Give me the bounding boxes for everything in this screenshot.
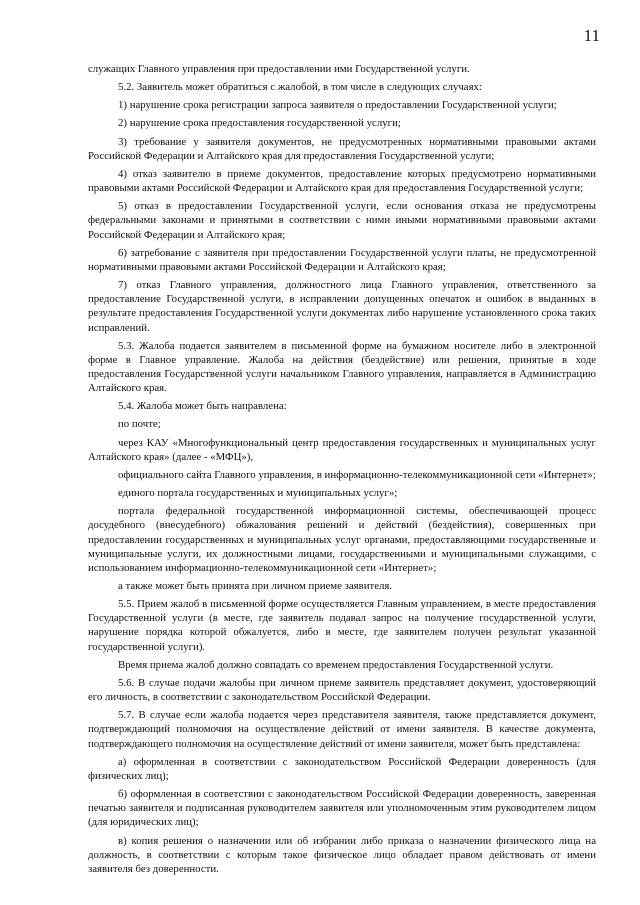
paragraph: 5.3. Жалоба подается заявителем в письменной форме на бумажном носителе либо в электронной форме в Главное управление. Жалоба на действия (бездействие) или решения, принятые в ходе предоставления Государственной услуги начальником Главного управления, направляется в Администрацию Алтайского края.: [88, 339, 596, 395]
paragraph: по почте;: [118, 418, 161, 431]
document-body: [88, 62, 596, 880]
paragraph: 7) отказ Главного управления, должностного лица Главного управления, ответственного за предоставление Государственной услуги, в исправлении допущенных опечаток и ошибок в выданных в результате предоставления Государственной услуги документах либо нарушение установленного срока таких исправлений.: [88, 279, 596, 334]
paragraph: б) оформленная в соответствии с законодательством Российской Федерации доверенность, заверенная печатью заявителя и подписанная руководителем заявителя или уполномоченным этим руководителем лицом (для юридических лиц);: [88, 788, 596, 829]
paragraph: служащих Главного управления при предоставлении ими Государственной услуги.: [88, 63, 470, 75]
paragraph: 5.2. Заявитель может обратиться с жалобой, в том числе в следующих случаях:: [118, 81, 482, 94]
paragraph: официального сайта Главного управления, в информационно-телекоммуникационной сети «Интернет»;: [118, 468, 596, 481]
paragraph: в) копия решения о назначении или об избрании либо приказа о назначении физического лица на должность, в соответствии с которым такое физическое лицо обладает правом действовать от имени заявителя без доверенности.: [88, 834, 596, 875]
paragraph: через КАУ «Многофункциональный центр предоставления государственных и муниципальных услуг Алтайского края» (далее - «МФЦ»),: [88, 436, 596, 463]
paragraph: а) оформленная в соответствии с законодательством Российской Федерации доверенность (для физических лиц);: [88, 755, 596, 782]
paragraph: единого портала государственных и муниципальных услуг»;: [118, 487, 398, 500]
paragraph: 6) затребование с заявителя при предоставлении Государственной услуги платы, не предусмотренной нормативными правовыми актами Российской Федерации и Алтайского края;: [88, 246, 596, 273]
paragraph: 5.4. Жалоба может быть направлена:: [118, 400, 287, 413]
paragraph: а также может быть принята при личном приеме заявителя.: [118, 580, 393, 592]
page-number: 11: [583, 26, 600, 45]
paragraph: 2) нарушение срока предоставления государственной услуги;: [118, 117, 401, 130]
paragraph: 5.5. Прием жалоб в письменной форме осуществляется Главным управлением, в месте предоставления Государственной услуги (в месте, где заявитель подавал запрос на получение государственной услуги, нарушение порядка которой обжалуется, либо в месте, где заявителем получен результат указанной государственной услуги).: [88, 598, 596, 653]
paragraph: 4) отказ заявителю в приеме документов, предоставление которых предусмотрено нормативными правовыми актами Российской Федерации и Алтайского края для предоставления Государственной услуги;: [88, 167, 596, 195]
paragraph: 1) нарушение срока регистрации запроса заявителя о предоставлении Государственной услуги;: [118, 99, 557, 112]
paragraph: портала федеральной государственной информационной системы, обеспечивающей процесс досудебного (внесудебного) обжалования решений и действий (бездействия), совершенных при предоставлении государственных и муниципальных услуг органами, предоставляющими государственные и муниципальные услуги, их должностными лицами, государственными и муниципальными служащими, с использованием информационно-телекоммуникационной сети «Интернет»;: [88, 505, 596, 574]
paragraph: 5.6. В случае подачи жалобы при личном приеме заявитель представляет документ, удостоверяющий его личность, в соответствии с законодательством Российской Федерации.: [88, 676, 596, 704]
paragraph: 3) требование у заявителя документов, не предусмотренных нормативными правовыми актами Российской Федерации и Алтайского края для предоставления Государственной услуги;: [88, 135, 596, 162]
paragraph: 5) отказ в предоставлении Государственной услуги, если основания отказа не предусмотрены федеральными законами и принятыми в соответствии с ними иными нормативными правовыми актами Российской Федерации и Алтайского края;: [88, 200, 596, 241]
paragraph: 5.7. В случае если жалоба подается через представителя заявителя, также представляется документ, подтверждающий полномочия на осуществление действий от имени заявителя. В качестве документа, подтверждающего полномочия на осуществление действий от имени заявителя, может быть представлена:: [88, 709, 596, 750]
paragraph: Время приема жалоб должно совпадать со временем предоставления Государственной услуги.: [118, 658, 554, 671]
